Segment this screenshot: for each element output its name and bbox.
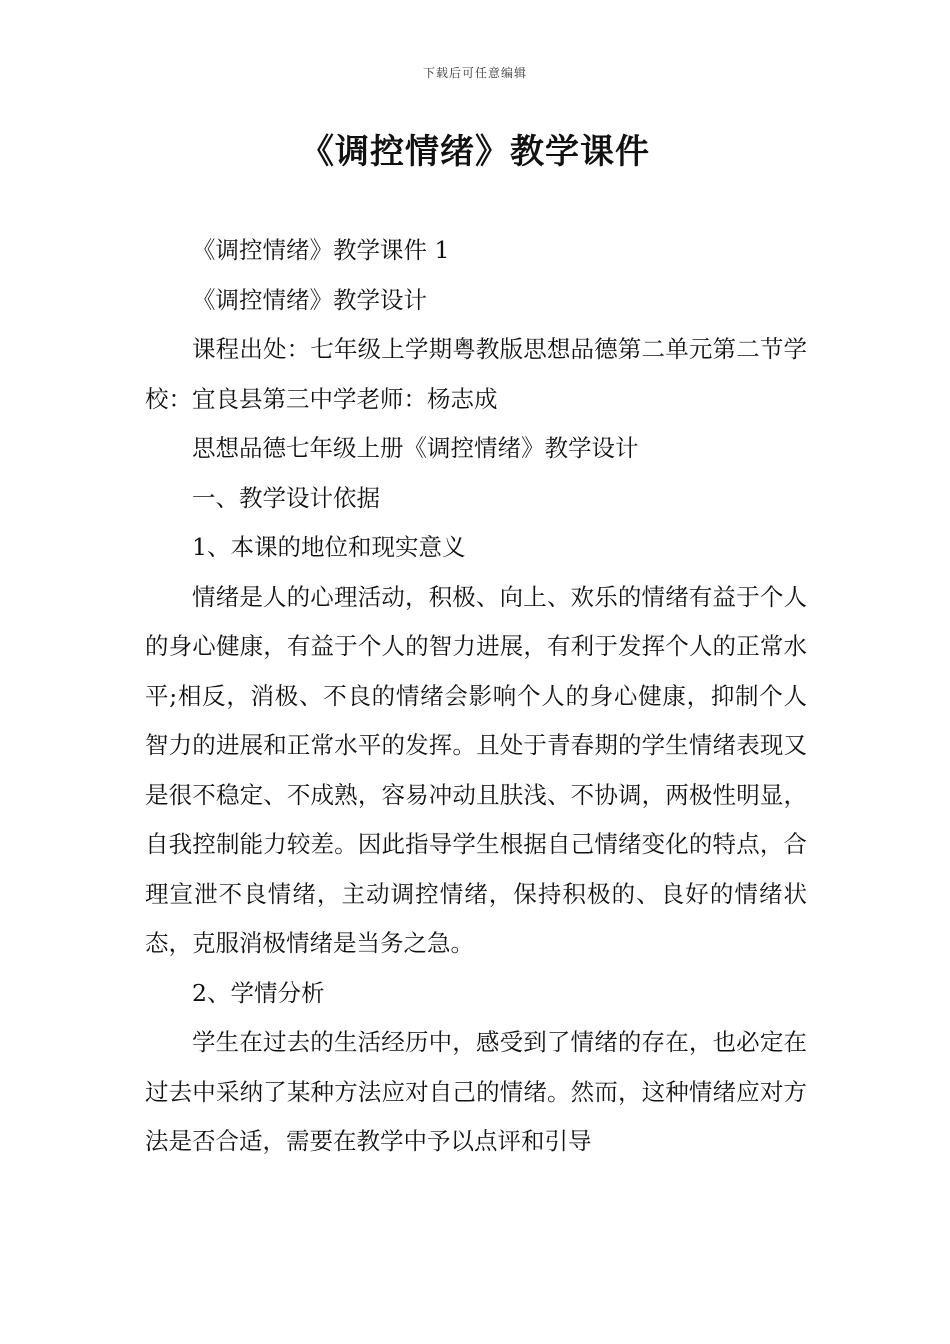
paragraph: 《调控情绪》教学课件 1 <box>192 236 450 264</box>
paragraph: 2、学情分析 <box>192 978 325 1007</box>
document-body <box>145 226 807 1167</box>
paragraph: 一、教学设计依据 <box>192 483 380 512</box>
paragraph: 情绪是人的心理活动，积极、向上、欢乐的情绪有益于个人的身心健康，有益于个人的智力进展，有利于发挥个人的正常水平;相反，消极、不良的情绪会影响个人的身心健康，抑制个人智力的进展和正常水平的发挥。且处于青春期的学生情绪表现又是很不稳定、不成熟，容易冲动且肤浅、不协调，两极性明显，自我控制能力较差。因此指导学生根据自己情绪变化的特点，合理宣泄不良情绪，主动调控情绪，保持积极的、良好的情绪状态，克服消极情绪是当务之急。 <box>145 582 807 957</box>
document-title: 《调控情绪》教学课件 <box>300 132 650 172</box>
header-note: 下载后可任意编辑 <box>422 66 527 80</box>
paragraph: 思想品德七年级上册《调控情绪》教学设计 <box>192 434 639 462</box>
paragraph: 1、本课的地位和现实意义 <box>192 533 466 561</box>
paragraph: 课程出处：七年级上学期粤教版思想品德第二单元第二节学校：宜良县第三中学老师：杨志成 <box>145 335 807 413</box>
paragraph: 学生在过去的生活经历中，感受到了情绪的存在，也必定在过去中采纳了某种方法应对自己的情绪。然而，这种情绪应对方法是否合适，需要在教学中予以点评和引导 <box>145 1028 807 1155</box>
paragraph: 《调控情绪》教学设计 <box>192 285 427 314</box>
